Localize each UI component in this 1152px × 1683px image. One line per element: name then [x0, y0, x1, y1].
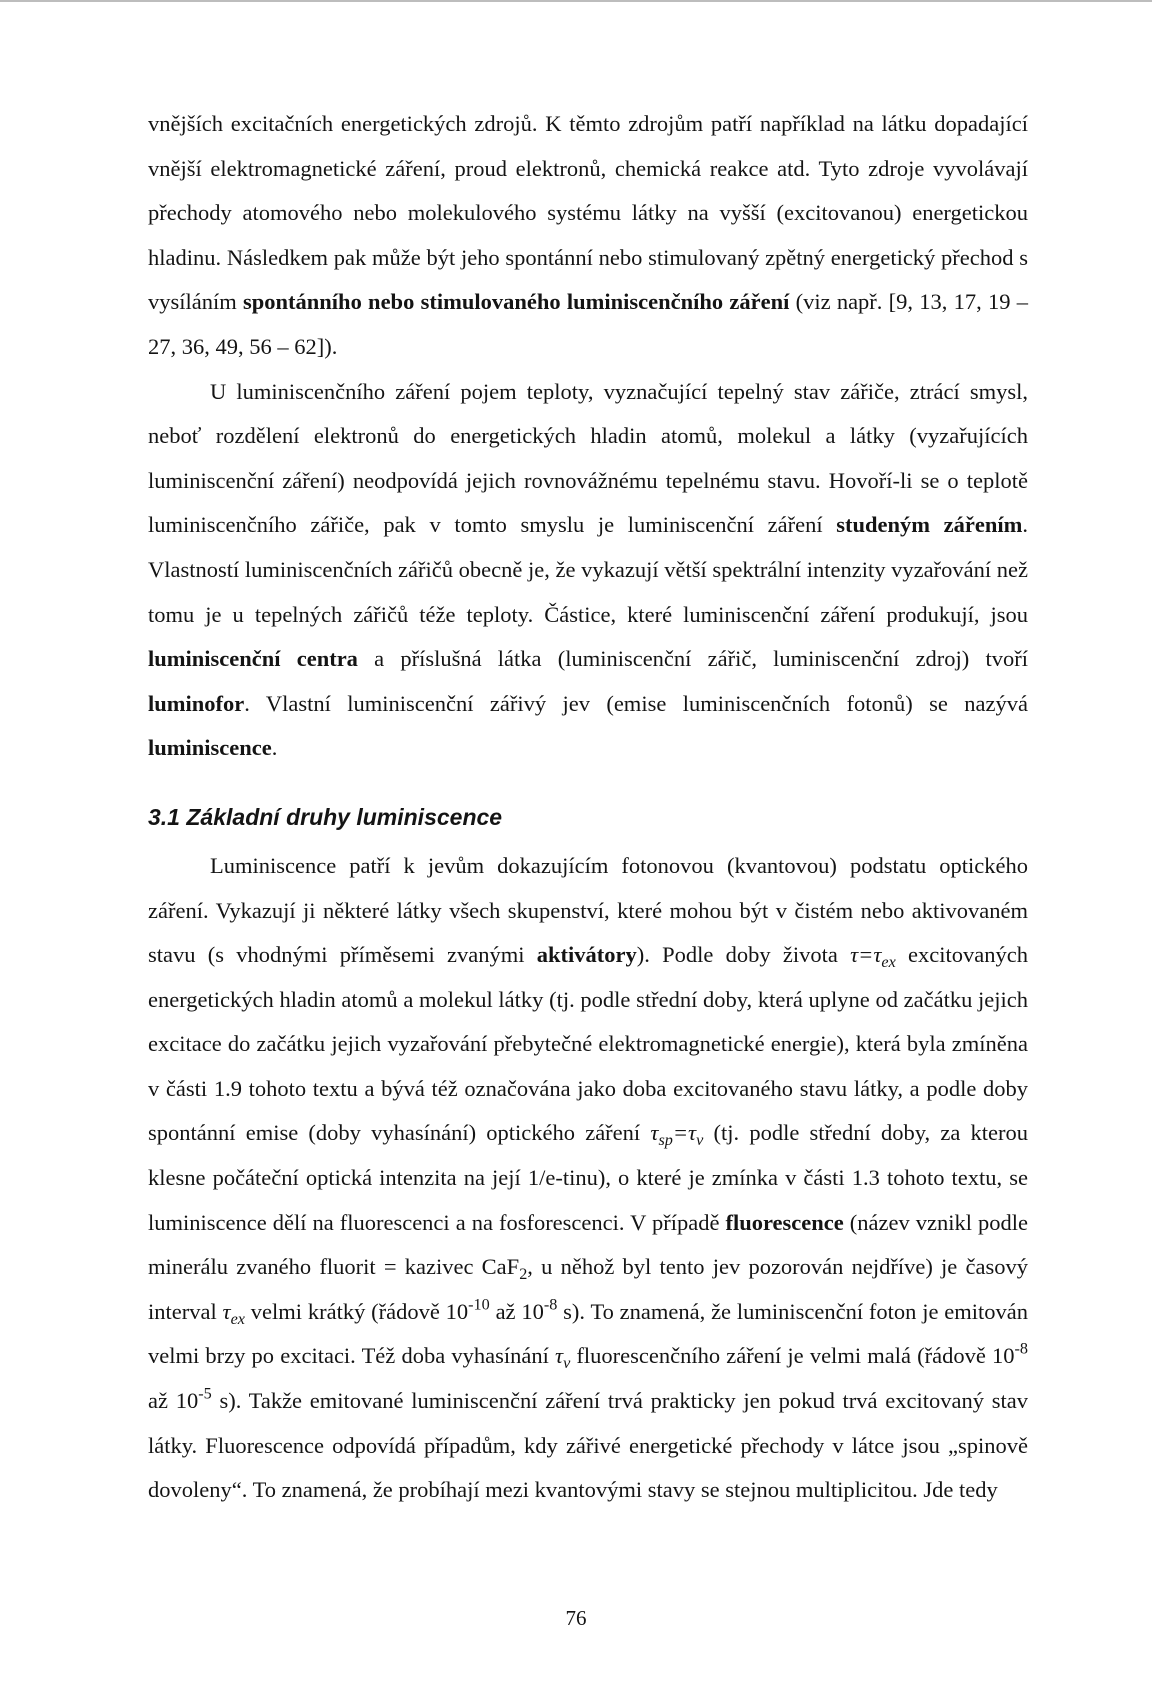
text-run: ex: [230, 1309, 245, 1328]
text-run: . Vlastností luminiscenčních zářičů obecně je, že vykazují větší spektrální intenzity vyzařování než tomu je u tepelných zářičů téže teploty. Částice, které luminiscenční záření produkují, jsou: [148, 512, 1028, 627]
text-run: -5: [198, 1384, 212, 1403]
paragraph-cold-radiation: [148, 370, 1028, 771]
section-title: Základní druhy luminiscence: [186, 803, 503, 830]
text-run: (viz např. [9, 13, 17, 19 – 27, 36, 49, 56 – 62]).: [148, 289, 1029, 359]
text-run: studeným zářením: [836, 512, 1023, 538]
text-run: τ: [555, 1343, 564, 1369]
text-run: 2: [519, 1265, 528, 1284]
text-run: ex: [881, 952, 896, 971]
text-run: v: [696, 1131, 704, 1150]
text-run: s). Takže emitované luminiscenční záření trvá prakticky jen pokud trvá excitovaný stav látky. Fluorescence odpovídá případům, kdy zářivé energetické přechody v látce jsou „spinově dovoleny“. To znamená, že probíhají mezi kvantovými stavy se stejnou multiplicitou. Jde tedy: [148, 1388, 1028, 1503]
top-edge-line: [0, 0, 1152, 2]
text-run: τ: [650, 1120, 659, 1146]
text-run: až 10: [489, 1298, 544, 1324]
text-run: luminiscenční centra: [148, 646, 358, 672]
text-run: spontánního nebo stimulovaného luminiscenčního záření: [243, 289, 790, 315]
text-run: sp: [658, 1131, 673, 1150]
text-run: excitovaných energetických hladin atomů a molekul látky (tj. podle střední doby, která uplyne od začátku jejich excitace do začátku jejich vyzařování přebytečné elektromagnetické energie), která byla zmíněna v části 1.9 tohoto textu a bývá též označována jako doba excitovaného stavu látky, a podle doby spontánní emise (doby vyhasínání) optického záření: [148, 942, 1028, 1146]
text-run: =τ: [672, 1120, 697, 1146]
text-run: (tj. podle střední doby, za kterou klesne počáteční optická intenzita na její 1/e-tinu), o které je zmínka v části 1.3 tohoto textu, se luminiscence dělí na fluorescenci a na fosforescenci. V případě: [148, 1120, 1028, 1235]
text-run: Luminiscence patří k jevům dokazujícím fotonovou (kvantovou) podstatu optického záření. Vykazují ji některé látky všech skupenství, které mohou být v čistém nebo aktivovaném stavu (s vhodnými příměsemi zvanými: [148, 852, 1028, 968]
text-run: fluorescenčního záření je velmi malá (řádově 10: [570, 1343, 1015, 1369]
text-run: (název vznikl podle minerálu zvaného fluorit = kazivec CaF: [148, 1209, 1028, 1280]
text-run: s). To znamená, že luminiscenční foton je emitován velmi brzy po excitaci. Též doba vyhasínání: [148, 1298, 1028, 1369]
text-run: -8: [1014, 1339, 1028, 1358]
text-run: -8: [543, 1295, 558, 1314]
text-run: luminiscence: [148, 735, 272, 761]
text-run: až 10: [148, 1388, 199, 1414]
page-number: 76: [565, 1606, 587, 1630]
section-number: 3.1: [148, 803, 180, 830]
text-run: luminofor: [148, 690, 245, 716]
page-body: [148, 102, 1028, 1513]
text-run: τ=τ: [850, 942, 882, 968]
text-run: .: [271, 735, 278, 761]
text-run: a příslušná látka (luminiscenční zářič, luminiscenční zdroj) tvoří: [357, 646, 1028, 672]
paragraph-excitation-sources: [148, 102, 1028, 370]
text-run: vnějších excitačních energetických zdrojů. K těmto zdrojům patří například na látku dopadající vnější elektromagnetické záření, proud elektronů, chemická reakce atd. Tyto zdroje vyvolávají přechody atomového nebo molekulového systému látky na vyšší (excitovanou) energetickou hladinu. Následkem pak může být jeho spontánní nebo stimulovaný zpětný energetický přechod s vysíláním: [148, 111, 1028, 315]
text-run: aktivátory: [536, 942, 637, 968]
text-run: U luminiscenčního záření pojem teploty, vyznačující tepelný stav zářiče, ztrácí smysl, neboť rozdělení elektronů do energetických hladin atomů, molekul a látky (vyzařujících luminiscenční záření) neodpovídá jejich rovnovážnému tepelnému stavu. Hovoří-li se o teplotě luminiscenčního zářiče, pak v tomto smyslu je luminiscenční záření: [148, 378, 1028, 538]
text-run: . Vlastní luminiscenční zářivý jev (emise luminiscenčních fotonů) se nazývá: [244, 690, 1028, 716]
text-run: , u něhož byl tento jev pozorován nejdříve) je časový interval: [148, 1254, 1029, 1324]
text-run: v: [563, 1354, 571, 1373]
paragraph-luminescence-types: [148, 844, 1028, 1513]
text-run: τ: [222, 1298, 231, 1324]
text-run: fluorescence: [725, 1209, 844, 1235]
section-heading: [148, 797, 1028, 837]
text-run: velmi krátký (řádově 10: [244, 1298, 469, 1324]
text-run: ). Podle doby života: [636, 942, 851, 968]
text-run: -10: [468, 1295, 490, 1314]
